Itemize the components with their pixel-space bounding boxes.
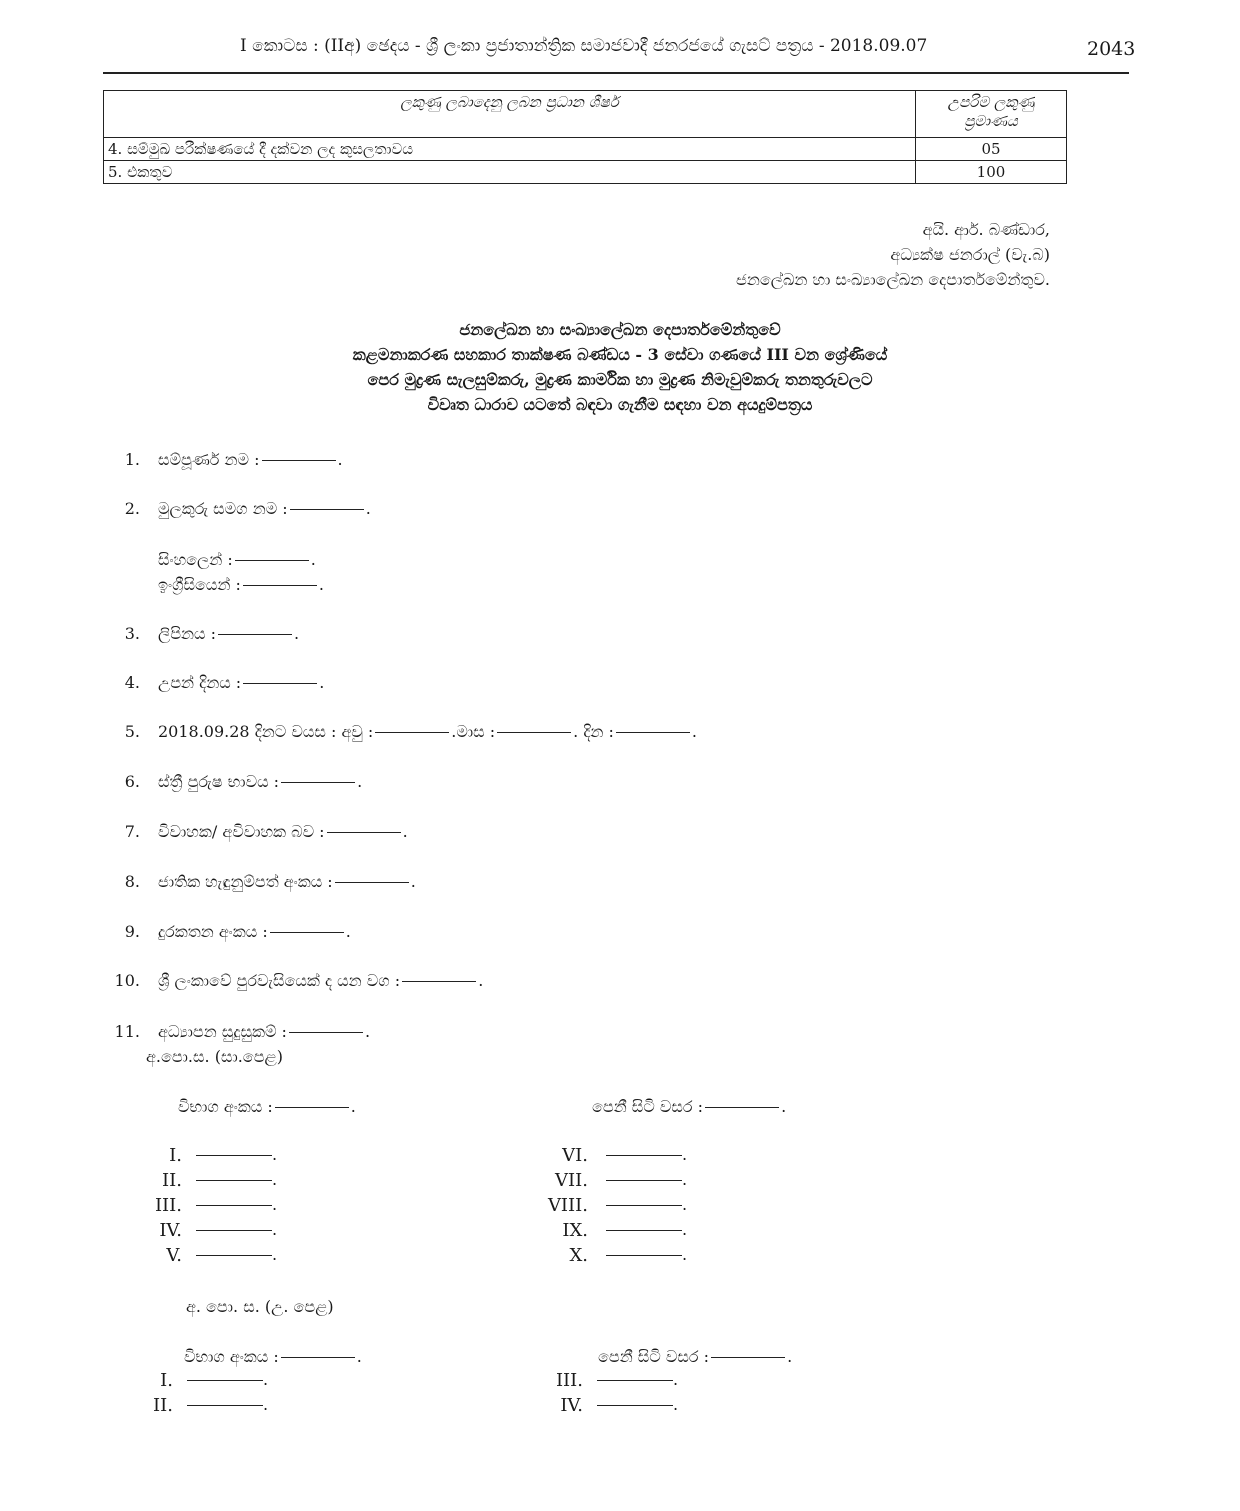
field-label: සම්පූර්ණ නම :	[158, 450, 260, 469]
fill-blank	[187, 1405, 263, 1406]
header-divider	[103, 72, 1129, 74]
name-english-field[interactable]: ඉංග්‍රීසියෙන් : .	[158, 575, 324, 594]
subject-grade-field[interactable]: .	[606, 1245, 687, 1264]
fill-blank	[235, 560, 309, 561]
item-number: 6.	[124, 772, 140, 791]
subject-grade-field[interactable]: .	[196, 1195, 277, 1214]
subject-number: IX.	[562, 1220, 588, 1241]
field-label: ශ්‍රී ලංකාවේ පුරවැසියෙක් ද යන වග :	[158, 971, 401, 990]
item-number: 3.	[124, 624, 140, 643]
fill-blank	[606, 1155, 682, 1156]
item-number: 7.	[124, 822, 140, 841]
header-max-marks-line2: ප්‍රමාණය	[964, 112, 1018, 130]
subject-number: I.	[160, 1370, 173, 1391]
birth-date-field[interactable]: උපන් දිනය : .	[158, 673, 325, 692]
item-number: 10.	[114, 971, 140, 990]
table-row	[104, 161, 1067, 184]
signatory-title: අධ්‍යක්ෂ ජනරාල් (වැ.බ)	[890, 245, 1050, 264]
marital-status-field[interactable]: විවාහක/ අවිවාහක බව : .	[158, 822, 408, 841]
header-max-marks	[916, 91, 1067, 138]
subject-grade-field[interactable]: .	[606, 1220, 687, 1239]
subject-grade-field[interactable]: .	[196, 1220, 277, 1239]
fill-blank	[289, 1032, 363, 1033]
item-number: 4.	[124, 673, 140, 692]
subject-grade-field[interactable]: .	[606, 1170, 687, 1189]
fill-blank	[218, 634, 292, 635]
subject-number: II.	[153, 1395, 173, 1416]
citizenship-field[interactable]: ශ්‍රී ලංකාවේ පුරවැසියෙක් ද යන වග : .	[158, 971, 484, 990]
fill-blank	[711, 1357, 785, 1358]
row-value: 100	[916, 161, 1067, 184]
fill-blank	[281, 1357, 355, 1358]
fill-blank	[606, 1255, 682, 1256]
fill-blank	[375, 732, 449, 733]
row-label: 5. එකතුව	[104, 161, 916, 184]
signatory-name: අයි. ආර්. බණ්ඩාර,	[922, 220, 1050, 239]
subject-grade-field[interactable]: .	[606, 1195, 687, 1214]
gazette-header: I කොටස : (IIඅ) ඡෙදය - ශ්‍රී ලංකා ප්‍රජාතාන්ත්‍රික සමාජවාදී ජනරජයේ ගැසට් පත්‍රය - 2018.09.07	[240, 36, 928, 56]
fill-blank	[275, 1107, 349, 1108]
item-number: 9.	[124, 922, 140, 941]
fill-blank	[281, 782, 355, 783]
fill-blank	[597, 1405, 673, 1406]
row-value: 05	[916, 138, 1067, 161]
nic-number-field[interactable]: ජාතික හැඳුනුම්පත් අංකය : .	[158, 872, 416, 891]
field-label: ජාතික හැඳුනුම්පත් අංකය :	[158, 872, 333, 891]
subject-grade-field[interactable]: .	[187, 1370, 268, 1389]
header-main-topics: ලකුණු ලබාදෙනු ලබන ප්‍රධාන ශීර්ෂ	[104, 91, 916, 138]
field-label: පෙනී සිටි වසර :	[598, 1347, 710, 1366]
subject-number: II.	[162, 1170, 182, 1191]
field-label: ලිපිනය :	[158, 624, 217, 643]
subject-grade-field[interactable]: .	[196, 1170, 277, 1189]
form-title-line1: ජනලේඛන හා සංඛ්‍යාලේඛන දෙපාර්තමේන්තුවේ	[459, 320, 781, 339]
fill-blank	[705, 1107, 779, 1108]
marks-table	[103, 90, 1067, 184]
field-label-days: . දින :	[573, 722, 614, 741]
marks-table-header	[104, 91, 1067, 138]
fill-blank	[243, 683, 317, 684]
subject-grade-field[interactable]: .	[187, 1395, 268, 1414]
fill-blank	[196, 1230, 272, 1231]
education-qualifications-field[interactable]: අධ්‍යාපන සුදුසුකම් : .	[158, 1022, 371, 1041]
ol-section-title: අ.පො.ස. (සා.පෙළ)	[146, 1047, 283, 1066]
row-label: 4. සම්මුඛ පරීක්ෂණයේ දී දක්වන ලද කුසලතාවය	[104, 138, 916, 161]
fill-blank	[606, 1180, 682, 1181]
item-number: 8.	[124, 872, 140, 891]
fill-blank	[616, 732, 690, 733]
field-label: ඉංග්‍රීසියෙන් :	[158, 575, 241, 594]
subject-grade-field[interactable]: .	[597, 1370, 678, 1389]
header-max-marks-line1: උපරිම ලකුණු	[947, 93, 1035, 111]
subject-number: I.	[169, 1145, 182, 1166]
ol-exam-year-field[interactable]: පෙනී සිටි වසර : .	[592, 1097, 787, 1116]
field-label: ස්ත්‍රී පුරුෂ භාවය :	[158, 772, 280, 791]
field-label: මුලකුරු සමග නම :	[158, 499, 288, 518]
subject-number: IV.	[560, 1395, 583, 1416]
al-section-title: අ. පො. ස. (උ. පෙළ)	[186, 1297, 334, 1316]
subject-grade-field[interactable]: .	[597, 1395, 678, 1414]
table-row	[104, 138, 1067, 161]
fill-blank	[290, 509, 364, 510]
subject-number: III.	[154, 1195, 182, 1216]
field-label: පෙනී සිටි වසර :	[592, 1097, 704, 1116]
fill-blank	[402, 981, 476, 982]
full-name-field[interactable]: සම්පූර්ණ නම : .	[158, 450, 343, 469]
fill-blank	[196, 1180, 272, 1181]
item-number: 1.	[124, 450, 140, 469]
subject-grade-field[interactable]: .	[196, 1245, 277, 1264]
fill-blank	[606, 1205, 682, 1206]
name-with-initials-field[interactable]: මුලකුරු සමග නම : .	[158, 499, 371, 518]
fill-blank	[270, 932, 344, 933]
form-title-line3: පෙර මුද්‍රණ සැලසුම්කරු, මුද්‍රණ කාර්මික හා මුද්‍රණ නිමැවුම්කරු තනතුරුවලට	[367, 370, 873, 389]
field-label: 2018.09.28 දිනට වයස : අවු :	[158, 722, 374, 741]
fill-blank	[497, 732, 571, 733]
fill-blank	[196, 1155, 272, 1156]
subject-number: IV.	[159, 1220, 182, 1241]
fill-blank	[196, 1205, 272, 1206]
signatory-department: ජනලේඛන හා සංඛ්‍යාලේඛන දෙපාර්තමේන්තුව.	[736, 270, 1050, 289]
field-label: විභාග අංකය :	[184, 1347, 279, 1366]
item-number: 11.	[114, 1022, 140, 1041]
field-label: සිංහලෙන් :	[158, 550, 233, 569]
field-label: අධ්‍යාපන සුදුසුකම් :	[158, 1022, 287, 1041]
ol-index-number-field[interactable]: විභාග අංකය : .	[178, 1097, 356, 1116]
phone-number-field[interactable]: දුරකතන අංකය : .	[158, 922, 351, 941]
subject-number: V.	[166, 1245, 182, 1266]
item-number: 2.	[124, 499, 140, 518]
subject-grade-field[interactable]: .	[606, 1145, 687, 1164]
subject-number: VII.	[555, 1170, 588, 1191]
form-title-line2: කළමනාකරණ සහකාර තාක්ෂණ බණ්ඩය - 3 සේවා ගණයේ III වන ශ්‍රේණියේ	[352, 345, 888, 364]
subject-number: VI.	[562, 1145, 588, 1166]
page-number: 2043	[1087, 38, 1136, 60]
fill-blank	[606, 1230, 682, 1231]
subject-grade-field[interactable]: .	[196, 1145, 277, 1164]
age-field[interactable]: 2018.09.28 දිනට වයස : අවු : .මාස : . දින : .	[158, 722, 697, 741]
fill-blank	[243, 585, 317, 586]
fill-blank	[335, 882, 409, 883]
field-label: උපන් දිනය :	[158, 673, 242, 692]
fill-blank	[262, 460, 336, 461]
field-label: විවාහක/ අවිවාහක බව :	[158, 822, 325, 841]
name-sinhala-field[interactable]: සිංහලෙන් : .	[158, 550, 316, 569]
field-label: විභාග අංකය :	[178, 1097, 273, 1116]
subject-number: X.	[569, 1245, 588, 1266]
fill-blank	[187, 1380, 263, 1381]
al-index-number-field[interactable]: විභාග අංකය : .	[184, 1347, 362, 1366]
subject-number: III.	[555, 1370, 583, 1391]
fill-blank	[327, 832, 401, 833]
gender-field[interactable]: ස්ත්‍රී පුරුෂ භාවය : .	[158, 772, 363, 791]
fill-blank	[196, 1255, 272, 1256]
item-number: 5.	[124, 722, 140, 741]
subject-number: VIII.	[547, 1195, 588, 1216]
address-field[interactable]: ලිපිනය : .	[158, 624, 300, 643]
field-label-months: .මාස :	[451, 722, 496, 741]
field-label: දුරකතන අංකය :	[158, 922, 268, 941]
al-exam-year-field[interactable]: පෙනී සිටි වසර : .	[598, 1347, 793, 1366]
form-title-line4: විවෘත ධාරාව යටතේ බඳවා ගැනීම සඳහා වන අයදුම්පත්‍රය	[427, 395, 813, 414]
fill-blank	[597, 1380, 673, 1381]
